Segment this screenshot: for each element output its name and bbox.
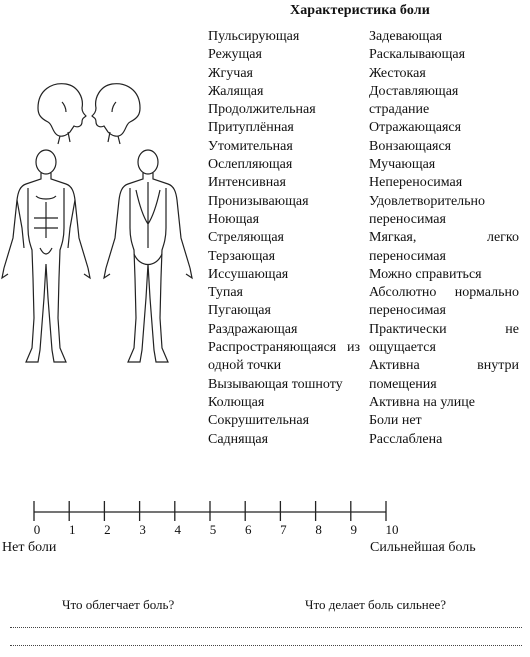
descriptor-item: Раскалывающая [369, 47, 466, 63]
descriptor-item: Продолжительная [208, 102, 316, 118]
scale-tick-label: 6 [244, 522, 252, 537]
scale-tick-label: 3 [139, 522, 146, 537]
descriptor-item: Пульсирующая [208, 29, 300, 44]
descriptor-item: Тупая [208, 285, 243, 301]
scale-min-label: Нет боли [2, 540, 57, 555]
descriptor-item: Боли нет [369, 413, 422, 429]
descriptor-item: Сокрушительная [208, 413, 310, 429]
descriptor-item: Пронизывающая [208, 193, 309, 209]
descriptor-item: Мучающая [369, 157, 436, 173]
pain-descriptors-left [208, 28, 368, 449]
descriptor-item: Жалящая [208, 83, 264, 99]
descriptor-item: Ослепляющая [208, 157, 293, 173]
descriptor-item: Вызывающая тошноту [208, 376, 343, 392]
descriptor-item: Стреляющая [208, 230, 284, 246]
descriptor-item: Вонзающаяся [369, 138, 452, 154]
scale-tick-label: 4 [174, 522, 182, 537]
descriptor-item: Можно справиться [369, 266, 482, 282]
descriptor-item: Колющая [208, 394, 265, 410]
descriptor-item: Распространяющаяся из одной точки [208, 340, 360, 374]
body-back [104, 150, 192, 362]
scale-max-label: Сильнейшая боль [370, 540, 476, 555]
page-title: Характеристика боли [290, 3, 430, 18]
descriptor-item: Абсолютно нормально переносимая [369, 285, 519, 319]
scale-tick-label: 9 [350, 522, 358, 537]
descriptor-item: Отражающаяся [369, 120, 462, 136]
descriptor-item: Жестокая [369, 65, 426, 81]
scale-tick-label: 0 [33, 522, 41, 537]
descriptor-item: Раздражающая [208, 321, 298, 337]
descriptor-item: Активна на улице [369, 394, 475, 410]
answer-line[interactable] [10, 627, 522, 629]
body-diagram [0, 78, 200, 368]
head-profile-left [38, 84, 86, 144]
scale-tick-label: 2 [104, 522, 111, 537]
descriptor-item: Притуплённая [208, 120, 294, 136]
descriptor-item: Иссушающая [208, 266, 289, 282]
descriptor-item: Активна внутри помещения [369, 358, 519, 392]
descriptor-item: Непереносимая [369, 175, 463, 191]
descriptor-item: Жгучая [208, 65, 253, 81]
scale-tick-label: 1 [68, 522, 76, 537]
body-front [2, 150, 90, 362]
scale-tick-label: 5 [209, 522, 217, 537]
descriptor-item: Ноющая [208, 211, 260, 227]
descriptor-item: Расслаблена [369, 431, 443, 447]
descriptor-item: Саднящая [208, 431, 269, 447]
question-worsens: Что делает боль сильнее? [305, 597, 447, 612]
head-profile-right [92, 84, 140, 144]
descriptor-item: Мягкая, легко переносимая [369, 230, 519, 264]
descriptor-item: Режущая [208, 47, 262, 63]
pain-scale [30, 495, 399, 540]
descriptor-item: Терзающая [208, 248, 276, 264]
descriptor-item: Задевающая [369, 29, 443, 44]
scale-tick-label: 7 [280, 522, 287, 537]
descriptor-item: Удовлетворительно переносимая [369, 193, 486, 227]
descriptor-item: Утомительная [208, 138, 293, 154]
answer-line[interactable] [10, 645, 522, 647]
question-relieves: Что облегчает боль? [62, 597, 175, 612]
scale-tick-label: 10 [385, 522, 399, 537]
descriptor-item: Пугающая [208, 303, 271, 319]
scale-tick-label: 8 [315, 522, 322, 537]
descriptor-item: Интенсивная [208, 175, 286, 191]
pain-descriptors-right [369, 28, 523, 449]
descriptor-item: Практически не ощущается [369, 321, 519, 356]
descriptor-item: Доставляющая страдание [369, 83, 459, 118]
